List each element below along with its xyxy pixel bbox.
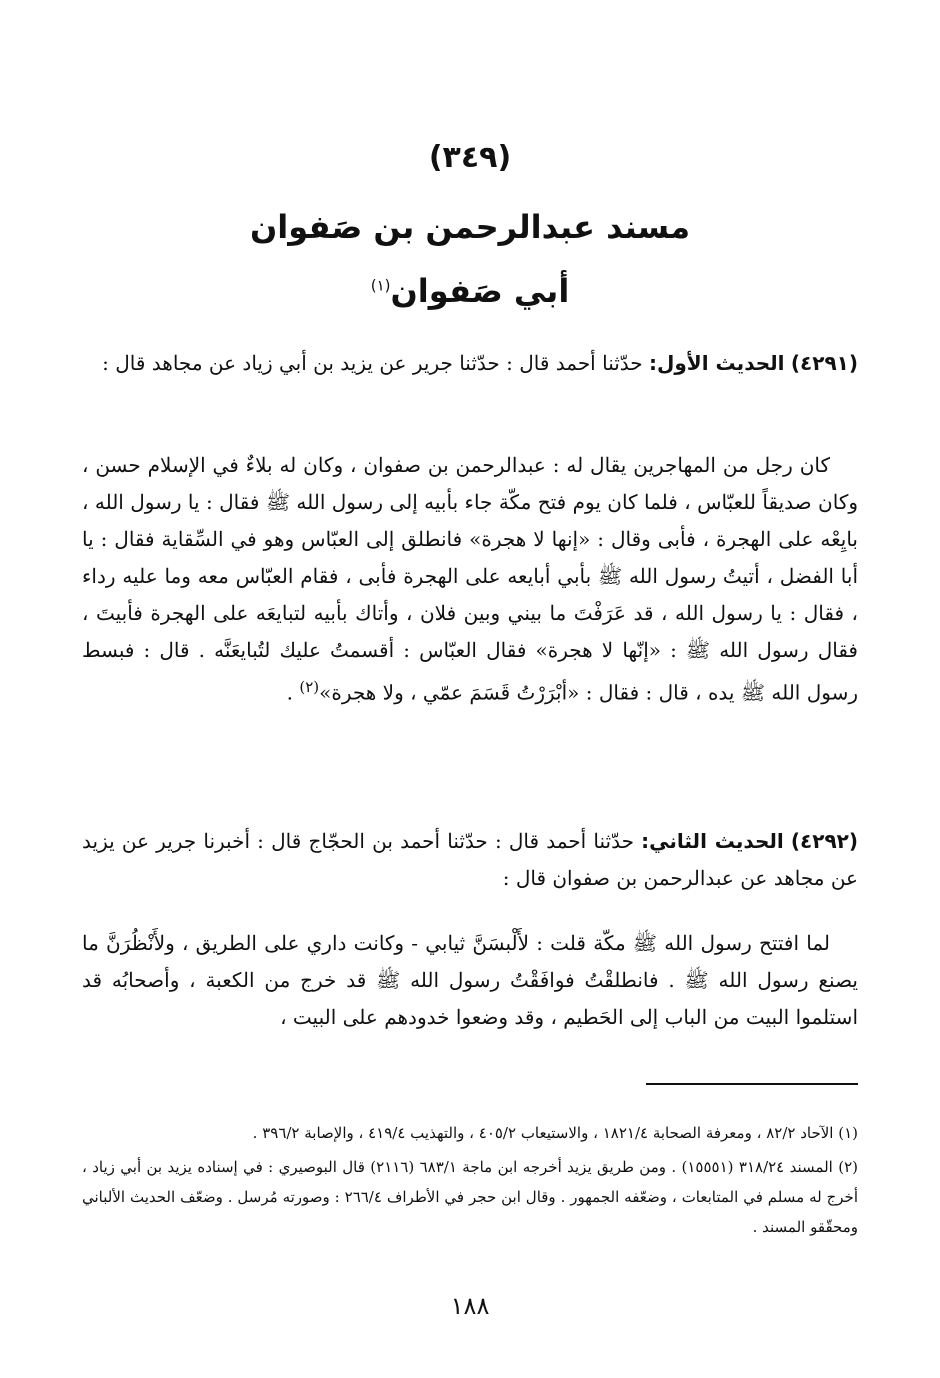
hadith-2-label: الحديث الثاني: (641, 829, 784, 853)
hadith-1-end: . (286, 680, 300, 705)
hadith-1-matn-text: كان رجل من المهاجرين يقال له : عبدالرحمن بن صفوان ، وكان له بلاءٌ في الإسلام حسن ، وكان صديقاً للعبّاس ، فلما كان يوم فتح مكّة جاء بأبيه إلى رسول الله ﷺ فقال : يا رسول الله ، بايِعْه على الهجرة ، فأبى وقال : «إنها لا هجرة» فانطلق إلى العبّاس وهو في السِّقاية فقال : يا أبا الفضل ، أتيتُ رسول الله ﷺ بأبي أبايعه على الهجرة فأبى ، فقام العبّاس معه وما عليه رداء ، فقال : يا رسول الله ، قد عَرَفْتَ ما بيني وبين فلان ، وأتاك بأبيه لتبايعَه على الهجرة فأبيتَ ، فقال رسول الله ﷺ : «إنّها لا هجرة» فقال العبّاس : أقسمتُ عليك لتُبايعَنَّه . قال : فبسط رسول الله ﷺ يده ، قال : فقال : «أبْرَرْتُ قَسَمَ عمّي ، ولا هجرة» (82, 453, 858, 705)
hadith-2-number: (٤٢٩٢) (790, 829, 859, 853)
musnad-title: مسند عبدالرحمن بن صَفوان (249, 208, 691, 246)
footnote-2: (٢) المسند ٣١٨/٢٤ (١٥٥٥١) . ومن طريق يزيد أخرجه ابن ماجة ٦٨٣/١ (٢١١٦) قال البوصيري : في إسناده يزيد بن أبي زياد ، أخرج له مسلم في المتابعات ، وضعّفه الجمهور . وقال ابن حجر في الأطراف ٢٦٦/٤ : وصورته مُرسل . وضعّف الحديث الألباني ومحقّقو المسند . (82, 1158, 858, 1236)
hadith-1-isnad (82, 345, 858, 382)
subtitle-text: أبي صَفوان (390, 272, 570, 310)
footnote-divider (646, 1083, 858, 1085)
hadith-1-footnote-ref: (٢) (299, 678, 320, 696)
hadith-2-matn: لما افتتح رسول الله ﷺ مكّة قلت : لأَلْبسَنَّ ثيابي - وكانت داري على الطريق ، ولأَنْظُرَنَّ ما يصنع رسول الله ﷺ . فانطلقْتُ فوافَقْتُ رسول الله ﷺ قد خرج من الكعبة ، وأصحابُه قد استلموا البيت من الباب إلى الحَطيم ، وقد وضعوا خدودهم على البيت ، (82, 931, 858, 1029)
hadith-1-isnad-text: حدّثنا أحمد قال : حدّثنا جرير عن يزيد بن أبي زياد عن مجاهد قال : (102, 351, 643, 375)
hadith-2-isnad (82, 823, 858, 897)
page-number: ١٨٨ (450, 1292, 490, 1320)
hadith-1-number: (٤٢٩١) (790, 351, 858, 375)
musnad-subtitle (0, 272, 940, 310)
hadith-1-matn (82, 447, 858, 712)
hadith-1-label: الحديث الأول: (649, 351, 785, 375)
footnotes (82, 1118, 858, 1246)
hadith-2-isnad-text: حدّثنا أحمد قال : حدّثنا أحمد بن الحجّاج قال : أخبرنا جرير عن يزيد عن مجاهد عن عبدالرحمن بن صفوان قال : (82, 829, 858, 890)
section-number: (٣٤٩) (428, 140, 512, 175)
title-footnote-ref: (١) (370, 276, 391, 295)
footnote-1: (١) الآحاد ٨٢/٢ ، ومعرفة الصحابة ١٨٢١/٤ ، والاستيعاب ٤٠٥/٢ ، والتهذيب ٤١٩/٤ ، والإصابة ٣٩٦/٢ . (252, 1124, 858, 1142)
